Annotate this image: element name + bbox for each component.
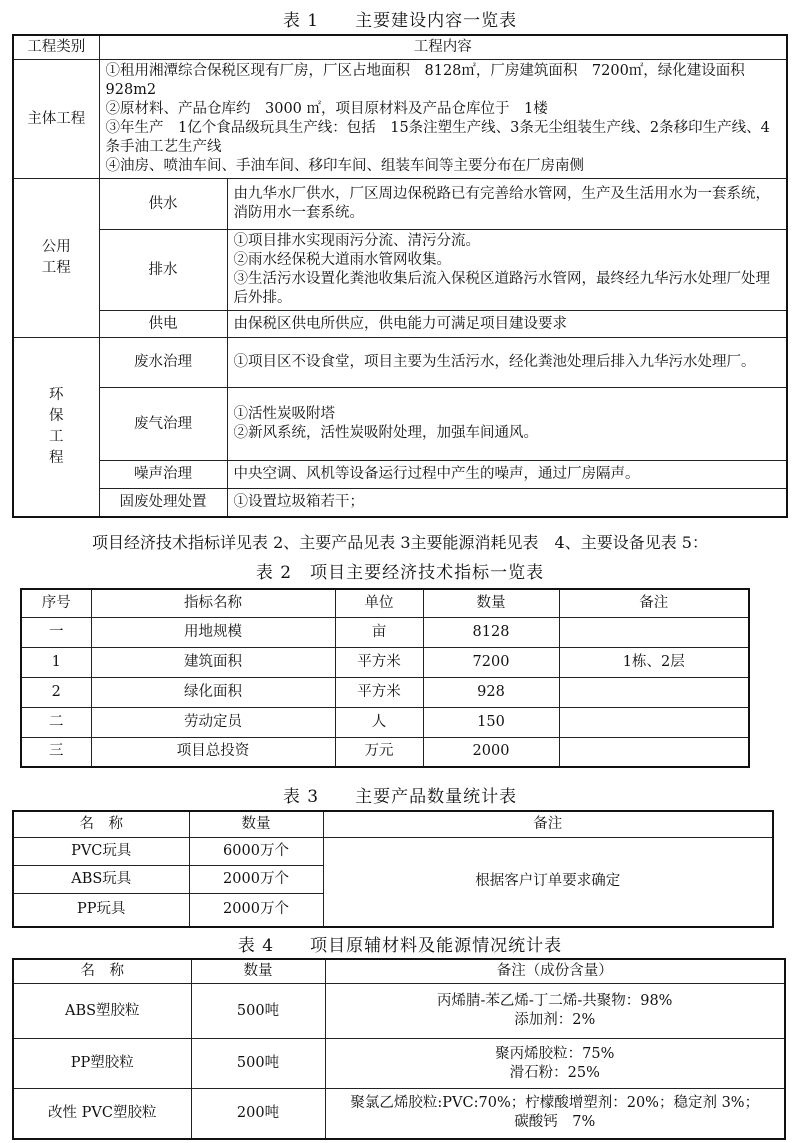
- cell-quantity: 8128: [423, 617, 559, 647]
- table3: [12, 810, 774, 928]
- sub-solid-waste: 固废处理处置: [99, 489, 227, 517]
- cell-index: 1: [21, 647, 91, 677]
- cell-material: ABS塑胶粒: [13, 984, 191, 1039]
- table3-header: 备注: [323, 811, 773, 837]
- table4-header: 备注（成份含量）: [325, 959, 785, 984]
- cell-remark: [559, 707, 749, 737]
- table1-row-power: [13, 311, 787, 338]
- cell-remark: 根据客户订单要求确定: [323, 837, 773, 927]
- content-item: ①设置垃圾箱若干；: [233, 493, 364, 510]
- cell-quantity: 2000万个: [189, 893, 323, 927]
- cell-quantity: 6000万个: [189, 837, 323, 865]
- cell-index: 一: [21, 617, 91, 647]
- composition-line: 滑石粉：25%: [509, 1064, 600, 1081]
- cell-remark: 1栋、2层: [559, 647, 749, 677]
- content-item: ②雨水经保税大道雨水管网收集。: [233, 252, 451, 268]
- water-supply-content: [227, 179, 787, 230]
- content-item: ②新风系统，活性炭吸附处理，加强车间通风。: [233, 425, 538, 441]
- cell-quantity: 150: [423, 707, 559, 737]
- cell-metric: 用地规模: [91, 617, 335, 647]
- cell-quantity: 200吨: [191, 1089, 325, 1139]
- solid-waste-content: [227, 489, 787, 517]
- main-item: ④油房、喷油车间、手油车间、移印车间、组装车间等主要分布在厂房南侧: [105, 158, 584, 174]
- category-env: 环保工程: [13, 338, 99, 517]
- table-row: [21, 707, 749, 737]
- cell-material: PP塑胶粒: [13, 1039, 191, 1089]
- composition-line: 碳酸钙 7%: [514, 1114, 596, 1131]
- table-row: [13, 1089, 785, 1139]
- main-item: ①租用湘潭综合保税区现有厂房，厂区占地面积 8128㎡，厂房建筑面积 7200㎡，绿化建设面积 928m2: [105, 63, 745, 98]
- cell-index: 三: [21, 737, 91, 767]
- cell-quantity: 2000万个: [189, 865, 323, 893]
- cell-quantity: 7200: [423, 647, 559, 677]
- cell-unit: 亩: [335, 617, 423, 647]
- cell-index: 2: [21, 677, 91, 707]
- table-row: [21, 677, 749, 707]
- composition-line: 丙烯腈-苯乙烯-丁二烯-共聚物：98%: [437, 993, 673, 1009]
- cell-unit: 万元: [335, 737, 423, 767]
- cell-remark: [559, 617, 749, 647]
- cell-metric: 建筑面积: [91, 647, 335, 677]
- table1-header-content: 工程内容: [99, 35, 787, 60]
- table3-header-row: [13, 811, 773, 837]
- category-main: 主体工程: [13, 60, 99, 179]
- table2-header: 序号: [21, 589, 91, 617]
- sub-drainage: 排水: [99, 230, 227, 311]
- table-row: [13, 1039, 785, 1089]
- power-content: [227, 311, 787, 338]
- table1-row-water-supply: [13, 179, 787, 230]
- table3-header: 数量: [189, 811, 323, 837]
- cell-product: PP玩具: [13, 893, 189, 927]
- table-row: [21, 617, 749, 647]
- table-row: [13, 837, 773, 865]
- table-row: [21, 647, 749, 677]
- cell-quantity: 928: [423, 677, 559, 707]
- table1: [12, 34, 788, 518]
- cell-composition: [325, 1039, 785, 1089]
- cell-unit: 平方米: [335, 647, 423, 677]
- table2-header: 数量: [423, 589, 559, 617]
- table2-header: 单位: [335, 589, 423, 617]
- table1-row-drainage: [13, 230, 787, 311]
- table2: [20, 588, 750, 768]
- cell-unit: 平方米: [335, 677, 423, 707]
- cell-composition: [325, 984, 785, 1039]
- sub-water-supply: 供水: [99, 179, 227, 230]
- table4-header: 数量: [191, 959, 325, 984]
- content-item: ①项目区不设食堂，项目主要为生活污水，经化粪池处理后排入九华污水处理厂。: [233, 354, 756, 370]
- table1-title: 表 1 主要建设内容一览表: [282, 11, 518, 31]
- main-item: ②原材料、产品仓库约 3000 ㎡，项目原材料及产品仓库位于 1楼: [105, 101, 548, 117]
- table2-title: 表 2 项目主要经济技术指标一览表: [255, 563, 545, 583]
- cell-material: 改性 PVC塑胶粒: [13, 1089, 191, 1139]
- content-item: 由九华水厂供水，厂区周边保税路已有完善给水管网，生产及生活用水为一套系统，消防用水一套系统。: [233, 186, 770, 221]
- cell-quantity: 2000: [423, 737, 559, 767]
- category-public: 公用工程: [13, 179, 99, 338]
- intro-text: 项目经济技术指标详见表 2、主要产品见表 3主要能源消耗见表 4、主要设备见表 5：: [92, 533, 708, 552]
- cell-metric: 劳动定员: [91, 707, 335, 737]
- content-item: ①项目排水实现雨污分流、清污分流。: [233, 233, 480, 249]
- main-item: ③年生产 1亿个食品级玩具生产线：包括 15条注塑生产线、3条无尘组装生产线、2条移印生产线、4条手油工艺生产线: [105, 120, 770, 155]
- wastewater-content: [227, 338, 787, 388]
- cell-remark: [559, 737, 749, 767]
- cell-remark: [559, 677, 749, 707]
- table2-header: 指标名称: [91, 589, 335, 617]
- exhaust-content: [227, 388, 787, 461]
- cell-product: PVC玩具: [13, 837, 189, 865]
- table1-header-row: [13, 35, 787, 60]
- table1-row-wastewater: [13, 338, 787, 388]
- table1-row-main: [13, 60, 787, 179]
- table1-row-noise: [13, 461, 787, 489]
- composition-line: 聚氯乙烯胶粒:PVC:70%；柠檬酸增塑剂：20%；稳定剂 3%；: [350, 1095, 760, 1112]
- content-item: 由保税区供电所供应，供电能力可满足项目建设要求: [233, 315, 567, 332]
- noise-content: [227, 461, 787, 489]
- drainage-content: [227, 230, 787, 311]
- cell-unit: 人: [335, 707, 423, 737]
- content-item: 中央空调、风机等设备运行过程中产生的噪声，通过厂房隔声。: [233, 466, 640, 482]
- composition-line: 聚丙烯胶粒：75%: [495, 1045, 615, 1062]
- table1-row-solid-waste: [13, 489, 787, 517]
- main-content: [99, 60, 787, 179]
- cell-quantity: 500吨: [191, 1039, 325, 1089]
- cell-product: ABS玩具: [13, 865, 189, 893]
- table-row: [13, 984, 785, 1039]
- composition-line: 添加剂：2%: [514, 1012, 596, 1028]
- sub-wastewater: 废水治理: [99, 338, 227, 388]
- table-row: [21, 737, 749, 767]
- table1-header-category: 工程类别: [13, 35, 99, 60]
- table3-title: 表 3 主要产品数量统计表: [282, 787, 518, 807]
- sub-power: 供电: [99, 311, 227, 338]
- cell-composition: [325, 1089, 785, 1139]
- cell-metric: 项目总投资: [91, 737, 335, 767]
- table1-row-exhaust: [13, 388, 787, 461]
- sub-exhaust: 废气治理: [99, 388, 227, 461]
- cell-quantity: 500吨: [191, 984, 325, 1039]
- table4: [12, 958, 786, 1140]
- content-item: ③生活污水设置化粪池收集后流入保税区道路污水管网，最终经九华污水处理厂处理后外排。: [233, 271, 770, 306]
- table2-header: 备注: [559, 589, 749, 617]
- table2-header-row: [21, 589, 749, 617]
- content-item: ①活性炭吸附塔: [233, 406, 335, 422]
- table4-header: 名 称: [13, 959, 191, 984]
- cell-metric: 绿化面积: [91, 677, 335, 707]
- table3-header: 名 称: [13, 811, 189, 837]
- table4-title: 表 4 项目原辅材料及能源情况统计表: [237, 936, 563, 956]
- cell-index: 二: [21, 707, 91, 737]
- sub-noise: 噪声治理: [99, 461, 227, 489]
- table4-header-row: [13, 959, 785, 984]
